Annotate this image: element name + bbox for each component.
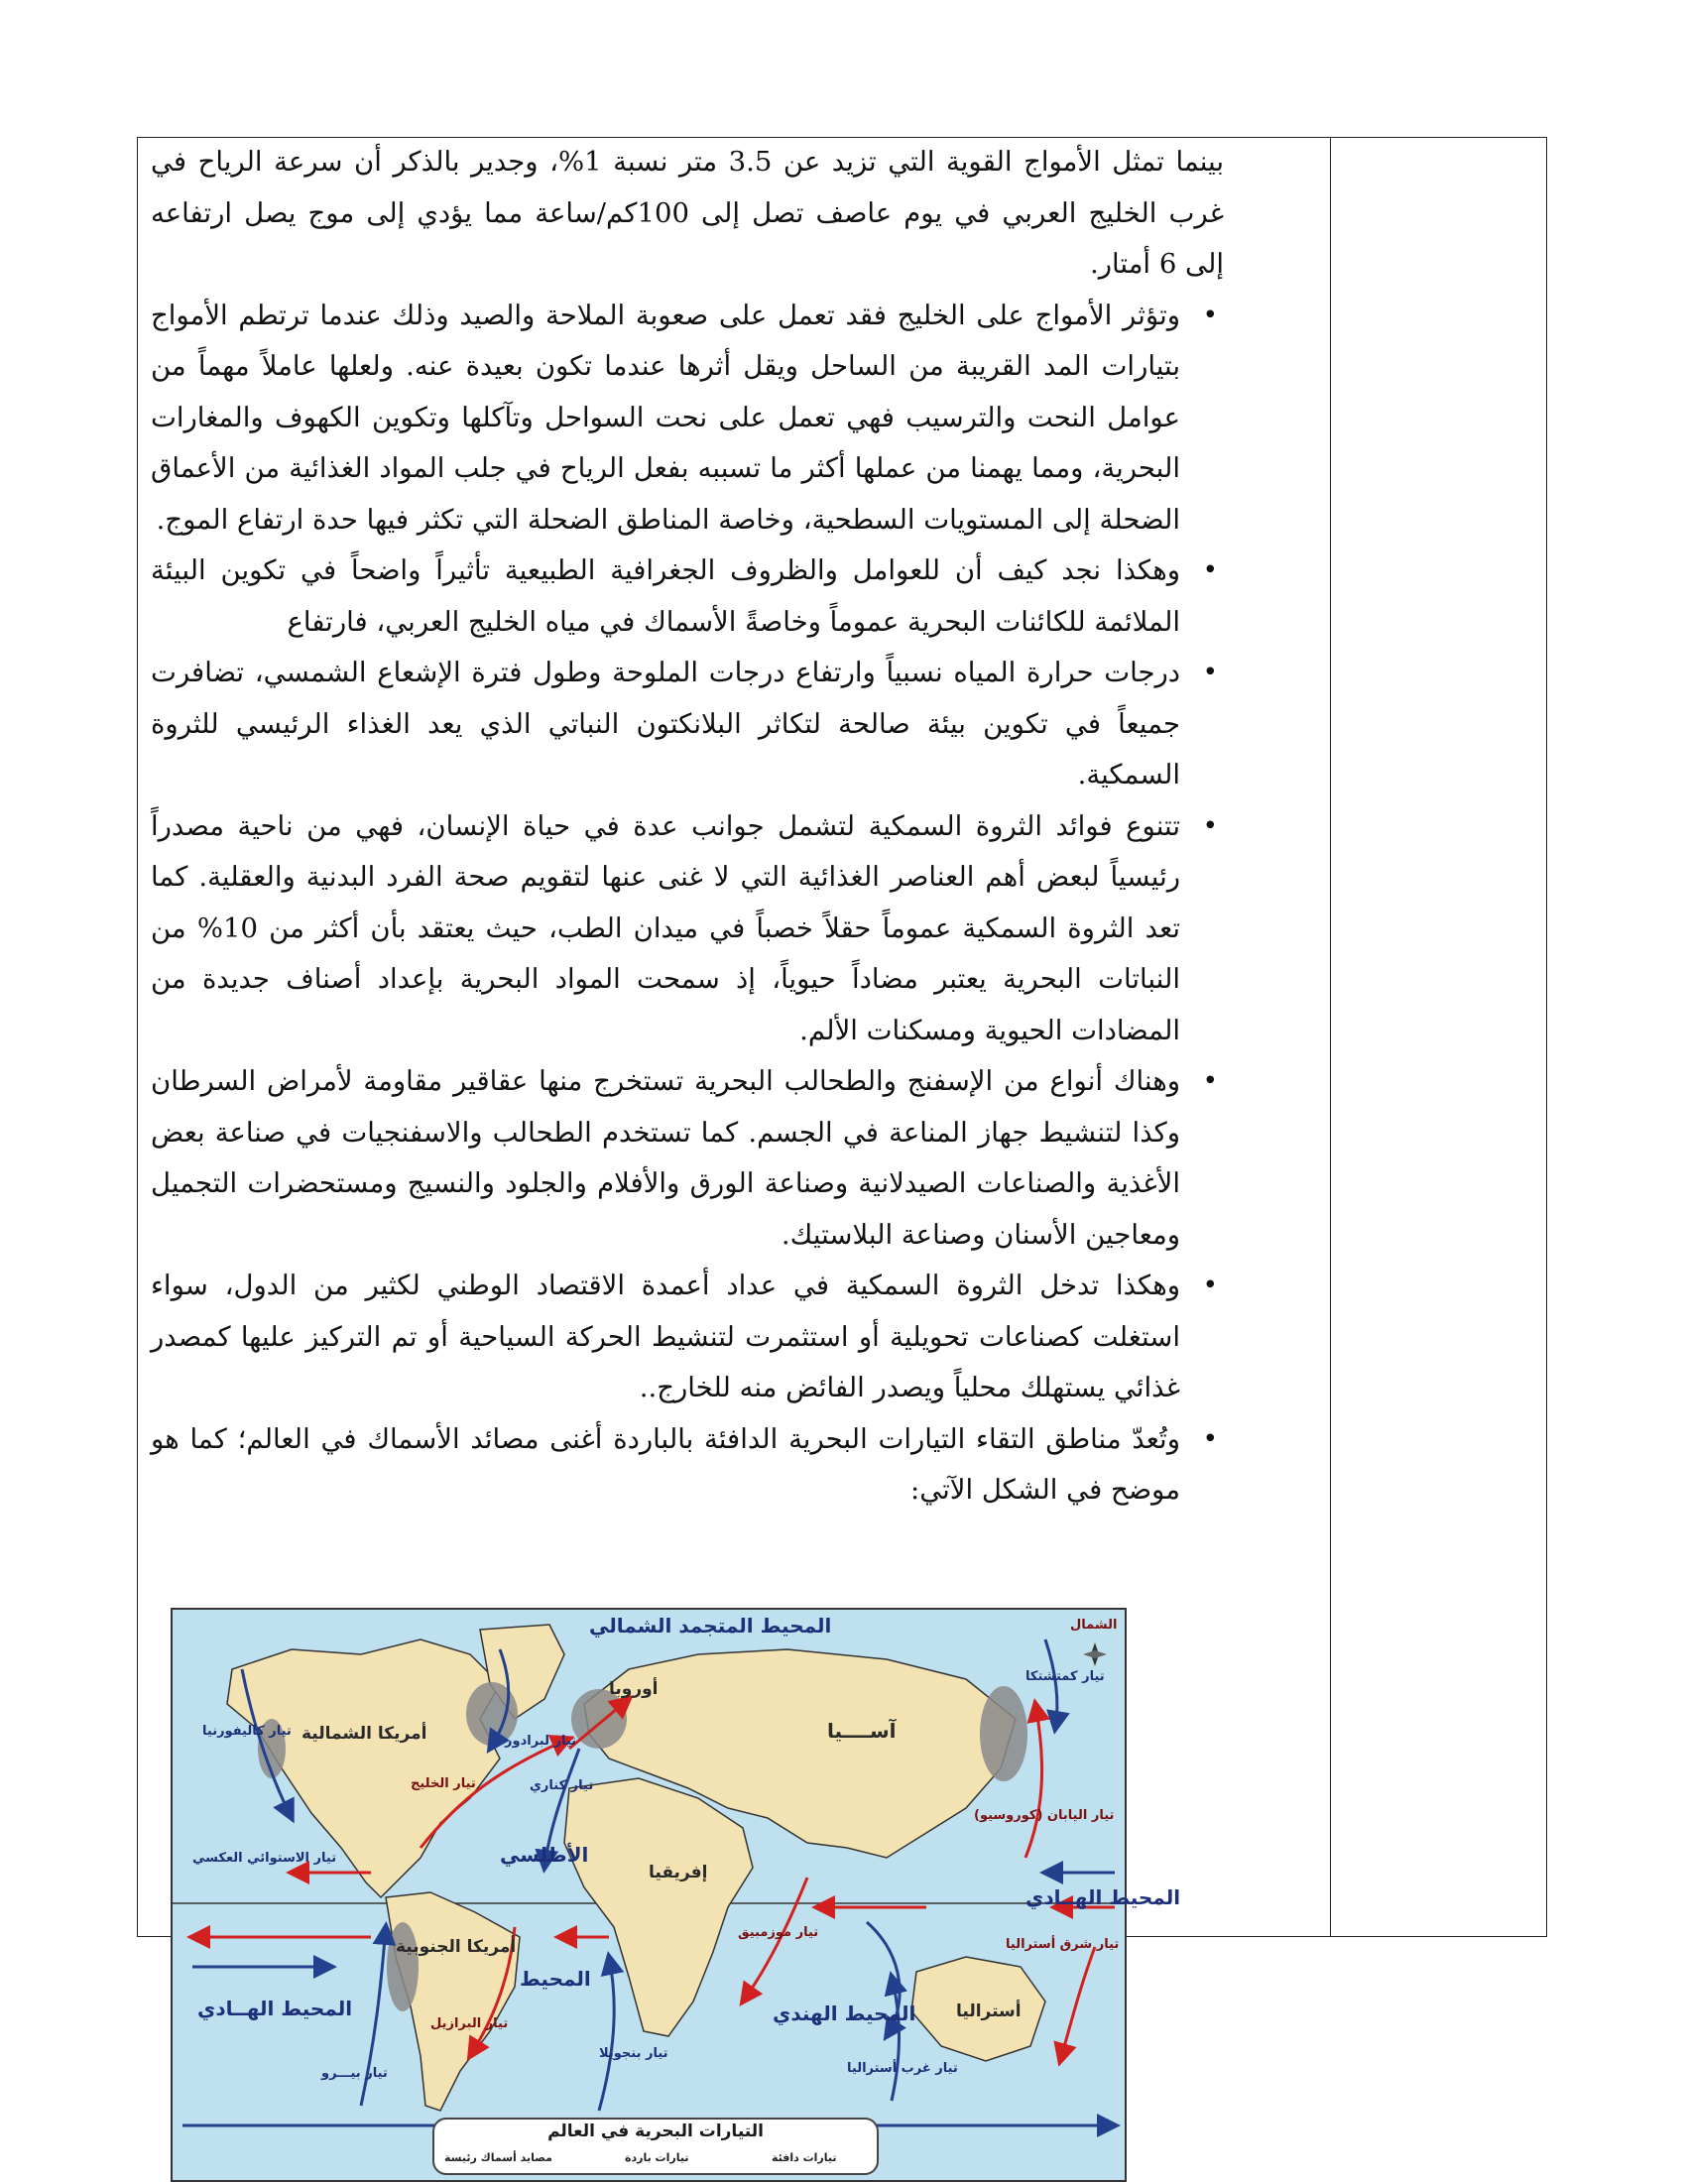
label-arctic-ocean: المحيط المتجمد الشمالي xyxy=(589,1614,832,1638)
fishing-ground-peru xyxy=(387,1922,419,2011)
label-west-australia: تيار غرب أستراليا xyxy=(847,2061,958,2076)
label-gulf-stream: تيار الخليج xyxy=(411,1776,476,1791)
map-legend xyxy=(432,2118,879,2175)
label-asia: آســــيا xyxy=(827,1719,897,1743)
table-column-divider xyxy=(1330,137,1331,1937)
label-kuroshio: تيار اليابان (كوروسيو) xyxy=(974,1808,1115,1823)
text-column xyxy=(151,137,1224,1517)
intro-paragraph: بينما تمثل الأمواج القوية التي تزيد عن 3.5 متر نسبة 1%، وجدير بالذكر أن سرعة الرياح في غرب الخليج العربي في يوم عاصف تصل إلى 100كم/ساعة مما يؤدي إلى موج يصل ارتفاعه إلى 6 أمتار. xyxy=(151,146,1224,280)
list-item: • وهكذا تدخل الثروة السمكية في عداد أعمدة الاقتصاد الوطني لكثير من الدول، سواء استغلت كصناعات تحويلية أو استثمرت لتنشيط الحركة السياحية أو تم التركيز عليها كمصدر غذائي يستهلك محلياً ويصدر الفائض منه للخارج.. xyxy=(151,1261,1180,1414)
label-africa: إفريقيا xyxy=(649,1863,708,1882)
label-brazil: تيار البرازيل xyxy=(430,2016,509,2031)
list-item: • وهكذا نجد كيف أن للعوامل والظروف الجغرافية الطبيعية تأثيراً واضحاً في تكوين البيئة الملائمة للكائنات البحرية عموماً وخاصةً الأسماك في مياه الخليج العربي، فارتفاع xyxy=(151,546,1180,648)
ocean-currents-map xyxy=(171,1608,1181,2182)
label-atlantic-south: المحيط xyxy=(520,1967,591,1991)
list-item: • وهناك أنواع من الإسفنج والطحالب البحرية تستخرج منها عقاقير مقاومة لأمراض السرطان وكذا لتنشيط جهاز المناعة في الجسم. كما تستخدم الطحالب والاسفنجيات في صناعة بعض الأغذية والصناعات الصيدلانية وصناعة الورق والأفلام والجلود والنسيج ومستحضرات التجميل ومعاجين الأسنان وصناعة البلاستيك. xyxy=(151,1056,1180,1261)
list-item: • وتؤثر الأمواج على الخليج فقد تعمل على صعوبة الملاحة والصيد وذلك عندما ترتطم الأمواج بتيارات المد القريبة من الساحل ويقل أثرها عندما تكون بعيدة عنه. ولعلها عاملاً مهماً من عوامل النحت والترسيب فهي تعمل على نحت السواحل وتآكلها وتكوين الكهوف والمغارات البحرية، ومما يهمنا من عملها أكثر ما تسببه بفعل الرياح في جلب المواد الغذائية من الأعماق الضحلة إلى المستويات السطحية، وخاصة المناطق الضحلة التي تكثر فيها حدة ارتفاع الموج. xyxy=(151,291,1180,546)
label-pacific-south: المحيط الهــادي xyxy=(197,1997,353,2020)
label-south-america: أمريكا الجنوبية xyxy=(396,1937,517,1957)
label-atlantic: الأطلسي xyxy=(500,1843,589,1867)
label-peru: تيار بيـــرو xyxy=(321,2066,388,2081)
label-europe: أوروبا xyxy=(609,1679,659,1699)
legend-title: التيارات البحرية في العالم xyxy=(547,2122,764,2141)
label-mozambique: تيار موزمبيق xyxy=(738,1925,819,1940)
label-compass: الشمال xyxy=(1070,1618,1118,1633)
list-item: • وتُعدّ مناطق التقاء التيارات البحرية الدافئة بالباردة أغنى مصائد الأسماك في العالم؛ كما هو موضح في الشكل الآتي: xyxy=(151,1414,1180,1517)
label-pacific-north: المحيط الهــادي xyxy=(1025,1885,1181,1909)
label-oyashio: تيار كمتشتكا xyxy=(1025,1669,1105,1684)
label-canary: تيار كناري xyxy=(530,1778,594,1793)
kuroshio-arrow xyxy=(1025,1704,1042,1858)
label-labrador: تيار لبرادور xyxy=(505,1734,577,1749)
list-item: • درجات حرارة المياه نسبياً وارتفاع درجات الملوحة وطول فترة الإشعاع الشمسي، تضافرت جميعاً في تكوين بيئة صالحة لتكاثر البلانكتون النباتي الذي يعد الغذاء الرئيسي للثروة السمكية. xyxy=(151,648,1180,801)
benguela-arrow xyxy=(599,1957,614,2111)
legend-warm-label: تيارات دافئة xyxy=(772,2151,837,2164)
label-benguela: تيار بنجويلا xyxy=(599,2046,668,2061)
label-east-australia: تيار شرق أستراليا xyxy=(1006,1937,1120,1952)
label-california: تيار كاليفورنيا xyxy=(202,1724,292,1739)
label-indian-ocean: المحيط الهندي xyxy=(773,2002,916,2025)
oyashio-arrow xyxy=(1045,1639,1057,1729)
legend-cold-label: تيارات باردة xyxy=(625,2151,689,2164)
bullet-list xyxy=(151,291,1224,1517)
label-equatorial-counter: تيار الاستوائي العكسي xyxy=(192,1851,337,1866)
fishing-ground-japan xyxy=(980,1686,1027,1781)
east-australia-arrow xyxy=(1060,1947,1095,2061)
compass-icon xyxy=(1083,1642,1107,1666)
africa-shape xyxy=(564,1778,753,2036)
list-item: • تتنوع فوائد الثروة السمكية لتشمل جوانب عدة في حياة الإنسان، فهي من ناحية مصدراً رئيسياً لبعض أهم العناصر الغذائية التي لا غنى عنها لتقويم صحة الفرد البدنية والعقلية. كما تعد الثروة السمكية عموماً حقلاً خصباً في ميدان الطب، حيث يعتقد بأن أكثر من 10% من النباتات البحرية يعتبر مضاداً حيوياً، إذ سمحت المواد البحرية بإعداد أصناف جديدة من المضادات الحيوية ومسكنات الألم. xyxy=(151,801,1180,1057)
label-australia: أستراليا xyxy=(956,2002,1022,2021)
label-north-america: أمريكا الشمالية xyxy=(301,1724,427,1744)
west-australia-arrow xyxy=(892,1977,900,2101)
legend-fishing-label: مصايد أسماك رئيسة xyxy=(444,2151,552,2164)
